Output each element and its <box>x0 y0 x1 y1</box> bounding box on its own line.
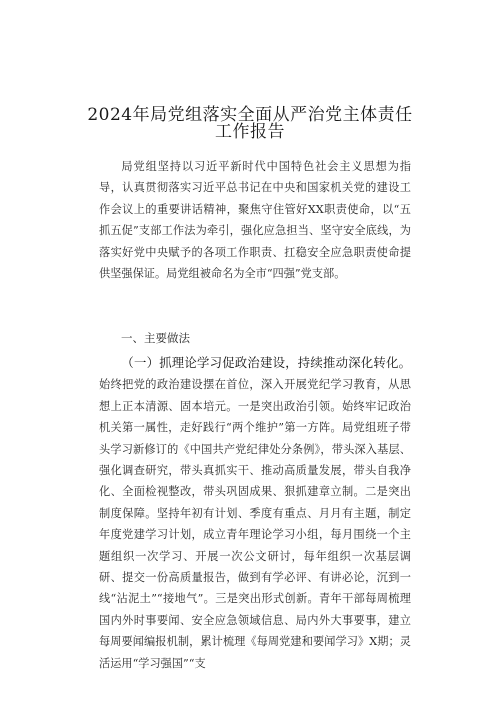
subsection-paragraph <box>99 352 411 674</box>
document-title-line-1: 2024年局党组落实全面从严治党主体责任 <box>87 105 413 125</box>
intro-paragraph-block <box>99 156 411 284</box>
subsection-heading: （一）抓理论学习促政治建设，持续推动深化转化。 <box>121 355 411 370</box>
section-heading: 一、主要做法 <box>121 331 190 345</box>
subsection-body: 始终把党的政治建设摆在首位，深入开展党纪学习教育，从思想上正本清源、固本培元。一是突出政治引领。始终牢记政治机关第一属性，走好践行“两个维护”第一方阵。局党组班子带头学习新修订的《中国共产党纪律处分条例》，带头深入基层、强化调查研究，带头真抓实干、推动高质量发展，带头自我净化、全面检视整改，带头巩固成果、狠抓建章立制。二是突出制度保障。坚持年初有计划、季度有重点、月月有主题，制定年度党建学习计划，成立青年理论学习小组，每月围绕一个主题组织一次学习、开展一次公文研讨，每年组织一次基层调研、提交一份高质量报告，做到有学必评、有讲必论，沉到一线“沾泥土”“接地气”。三是突出形式创新。青年干部每周梳理国内外时事要闻、安全应急领域信息、局内外大事要事，建立每周要闻编报机制，累计梳理《每周党建和要闻学习》X期；灵活运用“学习强国”“支 <box>99 378 411 670</box>
intro-paragraph: 局党组坚持以习近平新时代中国特色社会主义思想为指导，认真贯彻落实习近平总书记在中央和国家机关党的建设工作会议上的重要讲话精神，聚焦守住管好XX职责使命，以“五抓五促”支部工作法为牵引，强化应急担当、坚守安全底线，为落实好党中央赋予的各项工作职责、扛稳安全应急职责使命提供坚强保证。局党组被命名为全市“四强”党支部。 <box>99 160 411 281</box>
subsection-block <box>99 352 411 674</box>
document-title-line-2: 工作报告 <box>215 122 285 142</box>
